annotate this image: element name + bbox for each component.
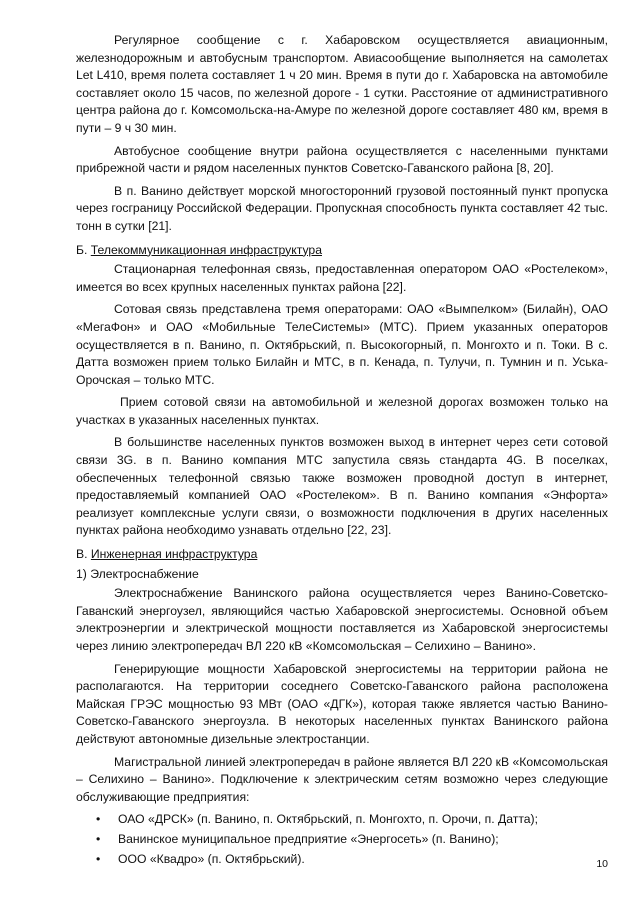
paragraph-vanino-port: В п. Ванино действует морской многосторонний грузовой постоянный пункт пропуска через госграницу Российской Федерации. Пропускная способность пункта составляет 42 тыс. тонн в сутки [21]. — [76, 183, 608, 233]
paragraph-generation: Генерирующие мощности Хабаровской энергосистемы на территории района не располагаются. На территории соседнего Советско-Гаванского района расположена Майская ГРЭС мощностью 93 МВт (ОАО «ДГК»), которая также является частью Ванино-Советско-Гаванского энергоузла. В некоторых населенных пунктах Ванинского района действуют автономные дизельные электростанции. — [76, 661, 608, 746]
list-item-text: Ванинское муниципальное предприятие «Энергосеть» (п. Ванино); — [118, 831, 499, 846]
section-heading-label: Телекоммуникационная инфраструктура — [90, 242, 322, 257]
paragraph-power-supply: Электроснабжение Ванинского района осуществляется через Ванино-Советско-Гаванский энергоузел, являющийся частью Хабаровской энергосистемы. Основной объем электроэнергии и электрической мощности поставляется из Хабаровской энергосистемы через линию электропередач ВЛ 220 кВ «Комсомольская – Селихино – Ванино». — [76, 586, 608, 653]
subsection-heading-power: 1) Электроснабжение — [76, 566, 199, 581]
list-item-text: ОАО «ДРСК» (п. Ванино, п. Октябрьский, п. Монгохто, п. Орочи, п. Датта); — [118, 812, 539, 827]
section-heading-label: Инженерная инфраструктура — [90, 547, 258, 562]
bullet-icon: • — [96, 831, 101, 846]
paragraph-transport-khabarovsk: Регулярное сообщение с г. Хабаровском осуществляется авиационным, железнодорожным и автобусным транспортом. Авиасообщение выполняется на самолетах Let L410, время полета составляет 1 ч 20 мин. Время в пути до г. Хабаровска на автомобиле составляет около 15 часов, по железной дороге - 1 сутки. Расстояние от административного центра района до г. Комсомольска-на-Амуре по железной дороге составляет 480 км, время в пути – 9 ч 30 мин. — [76, 33, 608, 135]
bullet-icon: • — [96, 851, 101, 866]
bullet-list-utilities — [76, 811, 608, 868]
section-heading-prefix: Б. — [76, 242, 88, 257]
paragraph-internet: В большинстве населенных пунктов возможен выход в интернет через сети сотовой связи 3G. в п. Ванино компания МТС запустила связь стандарта 4G. В поселках, обеспеченных телефонной связью также возможен проводной доступ в интернет, предоставляемый компанией ОАО «Ростелеком». В п. Ванино компания «Энфорта» реализует комплексные услуги связи, о возможности подключения в других населенных пунктах района необходимо узнавать отдельно [22, 23]. — [76, 435, 608, 538]
list-item — [96, 831, 608, 849]
paragraph-landline: Стационарная телефонная связь, предоставленная оператором ОАО «Ростелеком», имеется во всех крупных населенных пунктах района [22]. — [76, 262, 608, 294]
bullet-icon: • — [96, 812, 101, 827]
list-item — [96, 851, 608, 869]
paragraph-bus-service: Автобусное сообщение внутри района осуществляется с населенными пунктами прибрежной части и рядом населенных пунктов Советско-Гаванского района [8, 20]. — [76, 143, 608, 176]
section-heading-telecom — [76, 242, 608, 260]
list-item-text: ООО «Квадро» (п. Октябрьский). — [118, 851, 305, 866]
paragraph-mobile-operators: Сотовая связь представлена тремя операторами: ОАО «Вымпелком» (Билайн), ОАО «МегаФон» и ОАО «Мобильные ТелеСистемы» (МТС). Прием указанных операторов осуществляется в п. Ванино, п. Октябрьский, п. Высокогорный, п. Монгохто и п. Токи. В с. Датта возможен прием только Билайн и МТС, в п. Кенада, п. Тулучи, п. Тумнин и п. Уська-Орочская – только МТС. — [76, 302, 608, 387]
paragraph-mobile-roads: Прием сотовой связи на автомобильной и железной дорогах возможен только на участках в указанных населенных пунктах. — [76, 395, 608, 427]
paragraph-transmission-line: Магистральной линией электропередач в районе является ВЛ 220 кВ «Комсомольская – Селихино – Ванино». Подключение к электрическим сетям возможно через следующие обслуживающие предприятия: — [76, 754, 608, 804]
section-heading-engineering — [76, 546, 608, 564]
section-heading-prefix: В. — [76, 547, 88, 562]
page-number: 10 — [596, 858, 608, 870]
list-item — [96, 811, 608, 829]
